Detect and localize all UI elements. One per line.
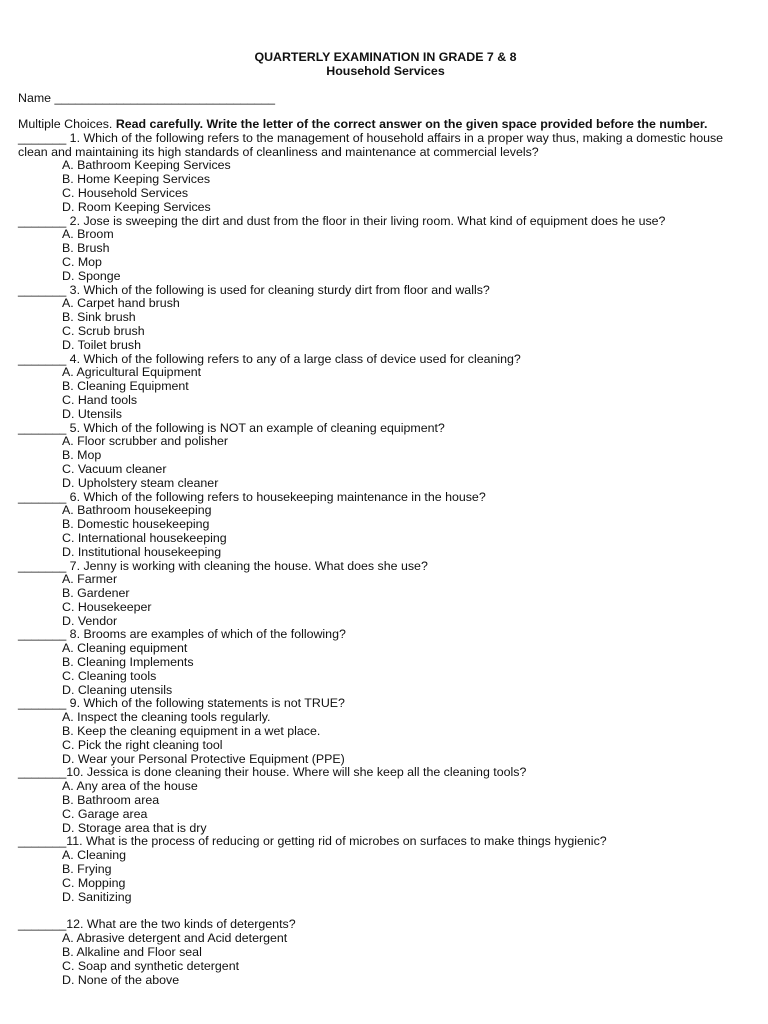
question-option: C. Household Services	[62, 185, 189, 200]
question-option: D. Sponge	[62, 268, 121, 283]
question-option: B. Frying	[62, 862, 112, 877]
question-option: B. Home Keeping Services	[62, 172, 211, 187]
instructions	[18, 118, 753, 132]
question-option: A. Bathroom housekeeping	[62, 503, 212, 518]
question-stem: _______ 8. Brooms are examples of which of the following?	[18, 627, 346, 642]
question-option: B. Mop	[62, 448, 102, 463]
question-item	[18, 491, 753, 560]
question-option: C. Mop	[62, 254, 102, 269]
question-item	[18, 422, 753, 491]
question-item	[18, 697, 753, 766]
question-option: B. Domestic housekeeping	[62, 517, 210, 532]
exam-page	[18, 50, 753, 987]
question-option: C. Garage area	[62, 806, 148, 821]
exam-subtitle: Household Services	[326, 64, 445, 78]
question-stem: _______ 6. Which of the following refers to housekeeping maintenance in the house?	[18, 489, 486, 504]
question-option: A. Carpet hand brush	[62, 296, 180, 311]
question-item	[18, 132, 753, 215]
spacer	[18, 904, 753, 918]
question-option: B. Gardener	[62, 586, 130, 601]
question-option: C. Housekeeper	[62, 599, 152, 614]
question-option: C. Soap and synthetic detergent	[62, 958, 240, 973]
question-stem: _______ 7. Jenny is working with cleaning the house. What does she use?	[18, 558, 428, 573]
question-option: A. Floor scrubber and polisher	[62, 434, 228, 449]
question-item	[18, 628, 753, 697]
question-option: C. Scrub brush	[62, 323, 145, 338]
question-option: D. Upholstery steam cleaner	[62, 475, 219, 490]
name-field: Name ________________________________	[18, 91, 276, 105]
question-option: C. Hand tools	[62, 392, 138, 407]
question-option: D. Institutional housekeeping	[62, 544, 222, 559]
question-option: C. Cleaning tools	[62, 668, 157, 683]
question-option: D. Sanitizing	[62, 889, 132, 904]
question-option: D. Wear your Personal Protective Equipment (PPE)	[62, 751, 345, 766]
question-item	[18, 766, 753, 835]
question-option: A. Bathroom Keeping Services	[62, 158, 231, 173]
question-option: B. Bathroom area	[62, 793, 160, 808]
question-option: A. Farmer	[62, 572, 118, 587]
question-item	[18, 918, 753, 987]
question-option: B. Keep the cleaning equipment in a wet place.	[62, 724, 321, 739]
question-list	[18, 132, 753, 988]
question-option: D. Utensils	[62, 406, 122, 421]
question-item	[18, 560, 753, 629]
question-item	[18, 215, 753, 284]
question-option: D. Storage area that is dry	[62, 820, 207, 835]
question-option: B. Cleaning Equipment	[62, 379, 189, 394]
question-option: D. Room Keeping Services	[62, 199, 211, 214]
question-option: A. Cleaning	[62, 848, 127, 863]
question-option: A. Broom	[62, 227, 114, 242]
question-stem: _______10. Jessica is done cleaning their house. Where will she keep all the cleaning tools?	[18, 765, 527, 780]
question-item	[18, 284, 753, 353]
question-stem: _______ 2. Jose is sweeping the dirt and dust from the floor in their living room. What kind of equipment does he use?	[18, 213, 666, 228]
question-option: A. Inspect the cleaning tools regularly.	[62, 710, 271, 725]
question-option: C. Mopping	[62, 875, 126, 890]
question-option: B. Brush	[62, 241, 110, 256]
question-option: B. Alkaline and Floor seal	[62, 945, 202, 960]
question-stem: _______ 1. Which of the following refers to the management of household affairs in a proper way thus, making a domestic house clean and maintaining its high standards of cleanliness and maintenance at commercial levels?	[18, 130, 724, 159]
instructions-bold: Read carefully. Write the letter of the correct answer on the given space provided before the number.	[115, 117, 708, 131]
question-option: C. Pick the right cleaning tool	[62, 737, 223, 752]
question-stem: _______ 3. Which of the following is used for cleaning sturdy dirt from floor and walls?	[18, 282, 490, 297]
question-stem: _______ 5. Which of the following is NOT an example of cleaning equipment?	[18, 420, 445, 435]
question-stem: _______ 4. Which of the following refers to any of a large class of device used for cleaning?	[18, 351, 521, 366]
exam-title: QUARTERLY EXAMINATION IN GRADE 7 & 8	[254, 50, 517, 64]
question-item	[18, 835, 753, 904]
question-item	[18, 353, 753, 422]
question-option: D. Toilet brush	[62, 337, 141, 352]
question-option: A. Agricultural Equipment	[62, 365, 202, 380]
question-option: C. International housekeeping	[62, 530, 227, 545]
question-stem: _______12. What are the two kinds of detergents?	[18, 917, 296, 932]
question-option: A. Any area of the house	[62, 779, 198, 794]
question-option: A. Cleaning equipment	[62, 641, 188, 656]
question-stem: _______11. What is the process of reducing or getting rid of microbes on surfaces to make things hygienic?	[18, 834, 607, 849]
question-option: A. Abrasive detergent and Acid detergent	[62, 931, 288, 946]
question-option: D. Cleaning utensils	[62, 682, 173, 697]
question-option: D. Vendor	[62, 613, 118, 628]
question-option: B. Sink brush	[62, 310, 136, 325]
question-option: D. None of the above	[62, 972, 180, 987]
question-option: B. Cleaning Implements	[62, 655, 194, 670]
question-stem: _______ 9. Which of the following statements is not TRUE?	[18, 696, 345, 711]
instructions-lead: Multiple Choices.	[18, 117, 113, 131]
question-option: C. Vacuum cleaner	[62, 461, 167, 476]
